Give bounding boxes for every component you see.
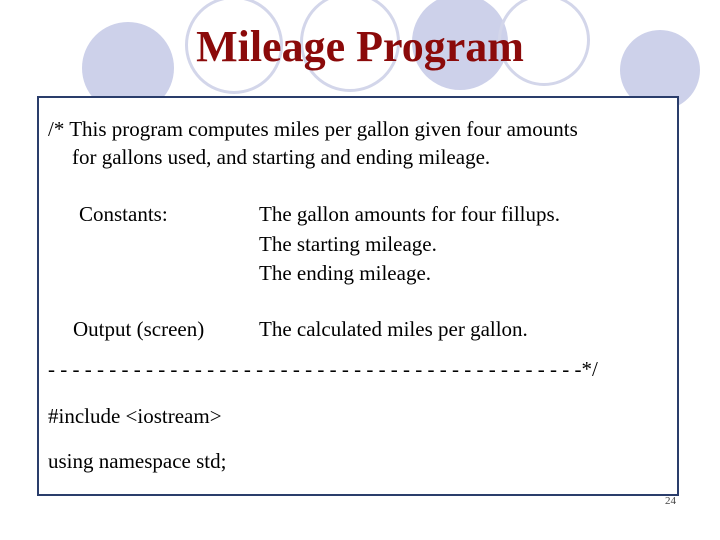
constants-item-3: The ending mileage. [259, 261, 432, 285]
output-value: The calculated miles per gallon. [259, 317, 528, 341]
slide-title: Mileage Program [196, 22, 524, 71]
include-line: #include <iostream> [48, 404, 222, 428]
namespace-line: using namespace std; [48, 449, 227, 473]
output-label: Output (screen) [73, 317, 205, 341]
comment-end-line: - - - - - - - - - - - - - - - - - - - - - - - - - - - - - - - - - - - - - - - - - - - -*/ [48, 357, 598, 381]
constants-label: Constants: [79, 202, 168, 226]
comment-intro-line-2: for gallons used, and starting and ending mileage. [72, 145, 491, 169]
comment-intro-line-1: /* This program computes miles per gallon given four amounts [48, 117, 578, 141]
page-number: 24 [665, 495, 676, 507]
constants-item-2: The starting mileage. [259, 232, 437, 256]
constants-item-1: The gallon amounts for four fillups. [259, 202, 560, 226]
code-content-box [37, 96, 679, 496]
